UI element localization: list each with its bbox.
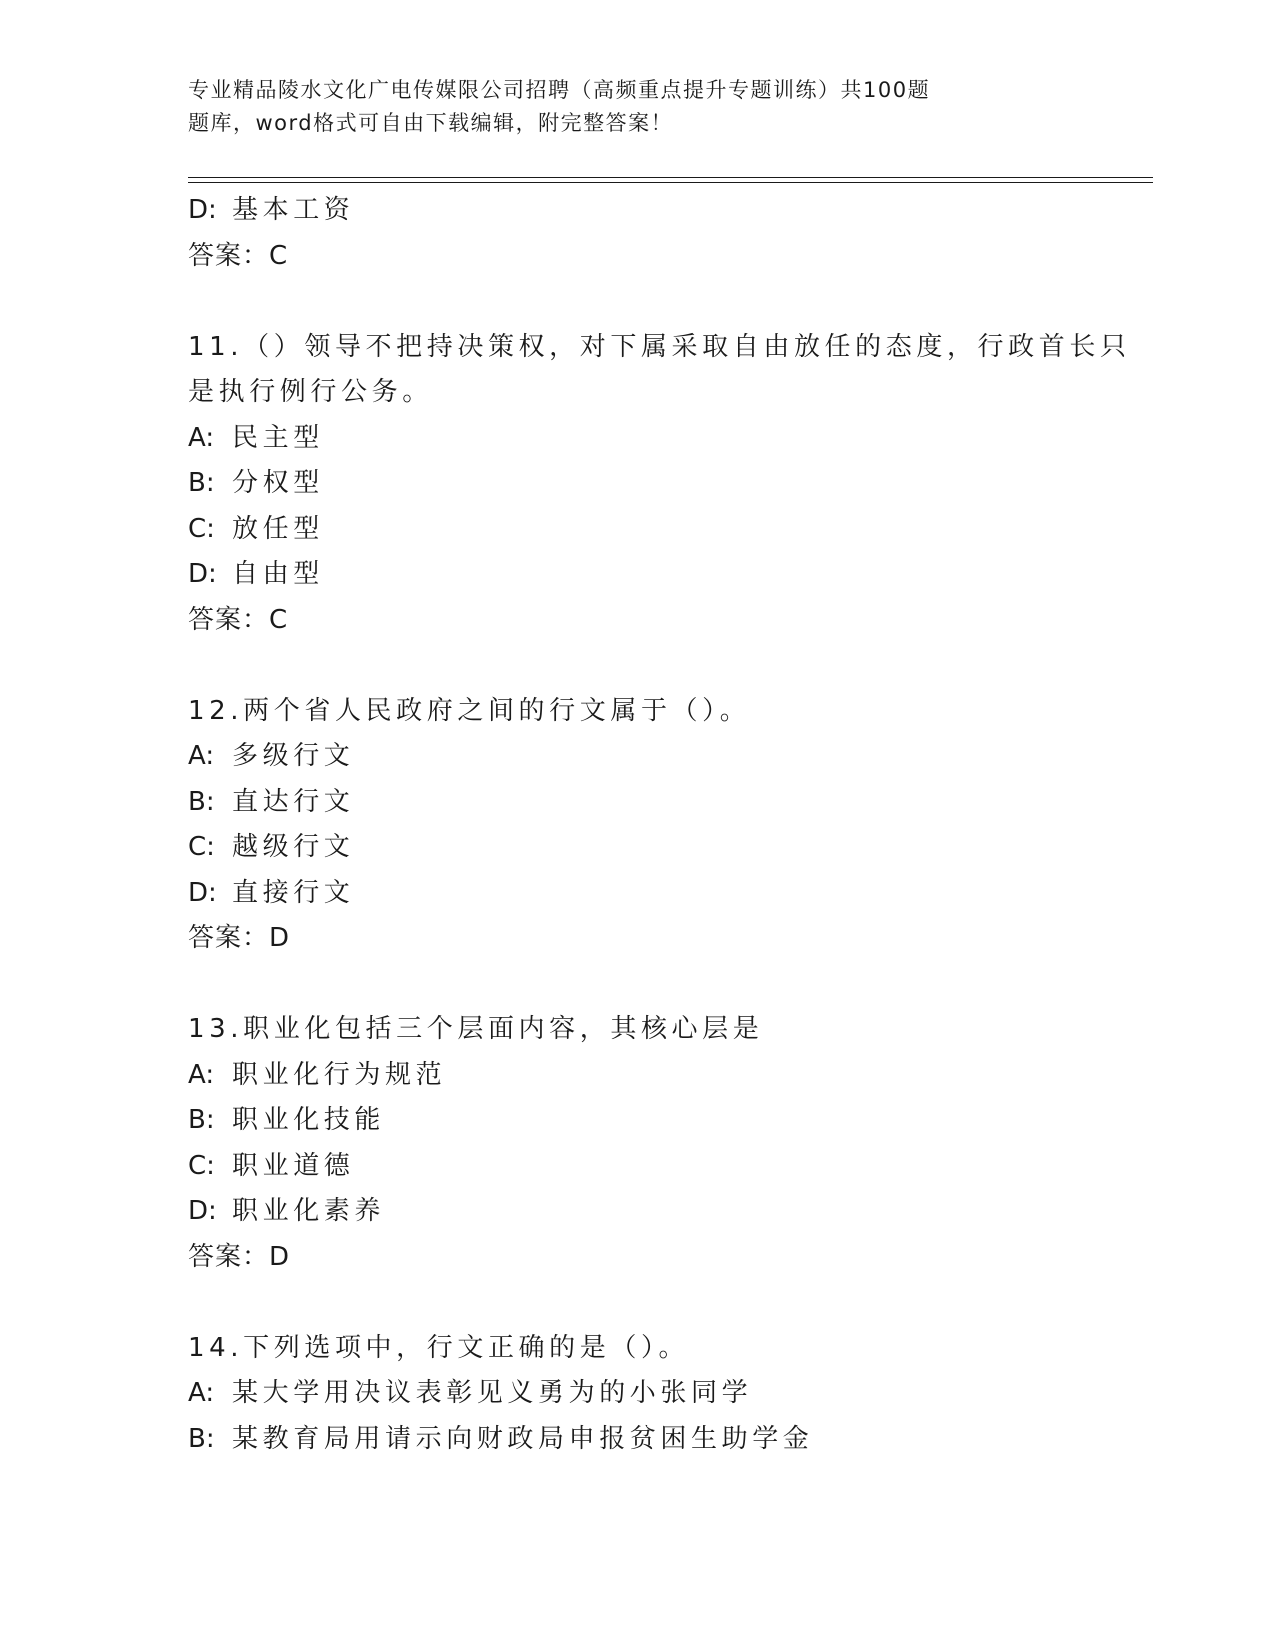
option-letter: D: xyxy=(188,559,217,589)
option-d xyxy=(188,1189,1088,1235)
option-text: 基本工资 xyxy=(232,195,355,225)
option-text: 职业化行为规范 xyxy=(232,1059,447,1090)
option-text: 直达行文 xyxy=(232,786,355,817)
option-c xyxy=(188,1144,1088,1190)
question-stem: 11.（）领导不把持决策权，对下属采取自由放任的态度，行政首长只 xyxy=(188,331,1131,362)
option-d xyxy=(188,552,1088,598)
question-stem-continued: 是执行例行公务。 xyxy=(188,377,433,407)
option-b xyxy=(188,461,1088,507)
option-letter: A: xyxy=(188,741,215,771)
answer-line: 答案：D xyxy=(188,923,291,953)
question-stem: 12.两个省人民政府之间的行文属于（）。 xyxy=(188,695,751,726)
option-letter: C: xyxy=(188,1150,215,1181)
option-text: 直接行文 xyxy=(232,877,355,908)
question-12 xyxy=(188,689,1088,962)
option-letter: D: xyxy=(188,877,217,908)
header-divider-bottom xyxy=(188,182,1153,183)
question-spacer xyxy=(188,962,1088,1008)
option-text: 分权型 xyxy=(232,468,324,498)
header-title-line-1: 专业精品陵水文化广电传媒限公司招聘（高频重点提升专题训练）共100题 xyxy=(188,78,931,102)
option-a xyxy=(188,1371,1088,1417)
question-stem: 14.下列选项中，行文正确的是（）。 xyxy=(188,1332,690,1363)
answer-line: 答案：D xyxy=(188,1241,291,1272)
option-text: 越级行文 xyxy=(232,832,355,862)
option-b xyxy=(188,1417,1088,1463)
option-c xyxy=(188,825,1088,871)
answer-line: 答案：C xyxy=(188,240,289,271)
option-letter: C: xyxy=(188,513,215,544)
option-d xyxy=(188,188,1088,234)
option-text: 多级行文 xyxy=(232,741,355,771)
option-b xyxy=(188,1098,1088,1144)
option-text: 职业化素养 xyxy=(232,1196,386,1226)
option-letter: C: xyxy=(188,832,215,862)
question-list xyxy=(188,188,1131,1462)
option-letter: A: xyxy=(188,1059,215,1090)
question-stem: 13.职业化包括三个层面内容，其核心层是 xyxy=(188,1014,764,1044)
question-spacer xyxy=(188,279,1088,325)
question-spacer xyxy=(188,1280,1088,1326)
option-letter: B: xyxy=(188,1423,215,1454)
option-text: 民主型 xyxy=(232,422,324,453)
question-spacer xyxy=(188,643,1088,689)
question-14 xyxy=(188,1326,1088,1463)
option-letter: B: xyxy=(188,1105,215,1135)
option-a xyxy=(188,1053,1088,1099)
question-11 xyxy=(188,325,1131,644)
header-divider-top xyxy=(188,177,1153,178)
document-header xyxy=(188,74,1068,140)
option-letter: A: xyxy=(188,422,215,453)
option-text: 放任型 xyxy=(232,513,324,544)
option-letter: A: xyxy=(188,1378,215,1408)
option-a xyxy=(188,734,1088,780)
option-text: 职业道德 xyxy=(232,1150,355,1181)
option-text: 自由型 xyxy=(232,559,324,589)
question-13 xyxy=(188,1007,1088,1280)
header-title-line-2: 题库，word格式可自由下载编辑，附完整答案！ xyxy=(188,111,674,135)
answer-line: 答案：C xyxy=(188,604,289,635)
option-c xyxy=(188,507,1088,553)
option-letter: D: xyxy=(188,1196,217,1226)
option-letter: B: xyxy=(188,786,215,817)
option-text: 某教育局用请示向财政局申报贫困生助学金 xyxy=(232,1423,814,1454)
option-d xyxy=(188,871,1088,917)
option-letter: B: xyxy=(188,468,215,498)
option-text: 某大学用决议表彰见义勇为的小张同学 xyxy=(232,1378,753,1408)
option-letter: D: xyxy=(188,195,217,225)
option-text: 职业化技能 xyxy=(232,1105,386,1135)
option-b xyxy=(188,780,1088,826)
previous-question-tail xyxy=(188,188,1088,279)
option-a xyxy=(188,416,1088,462)
